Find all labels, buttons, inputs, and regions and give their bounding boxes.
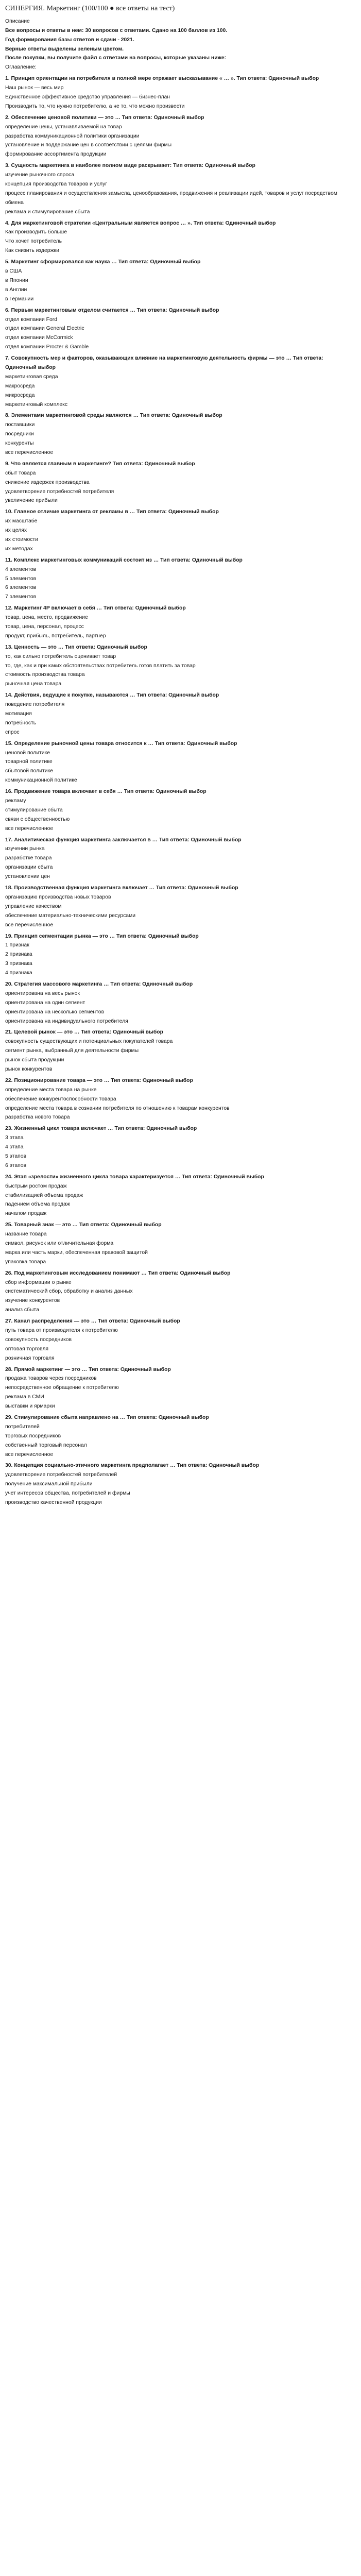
question-block — [5, 74, 348, 111]
question-text: 20. Стратегия массового маркетинга … Тип ответа: Одиночный выбор — [5, 981, 193, 987]
question-text: 13. Ценность — это … Тип ответа: Одиночный выбор — [5, 644, 147, 650]
answer-option: маркетинговая среда — [5, 374, 58, 380]
answer-option: поставщики — [5, 422, 35, 428]
question-text: 10. Главное отличие маркетинга от рекламы в … Тип ответа: Одиночный выбор — [5, 509, 219, 515]
answer-option: формирование ассортимента продукции — [5, 151, 107, 158]
question-list — [5, 74, 348, 1507]
answer-option: систематический сбор, обработку и анализ данных — [5, 1289, 133, 1295]
answer-option: ориентирована на весь рынок — [5, 990, 80, 996]
question-text: 3. Сущность маркетинга в наиболее полном виде раскрывает: Тип ответа: Одиночный выбор — [5, 163, 255, 169]
question-text: 7. Совокупность мер и факторов, оказывающих влияние на маркетинговую деятельность фирмы — это … Тип ответа: Одиночный выбор — [5, 355, 323, 370]
question-block — [5, 1365, 348, 1411]
answer-option: все перечисленное — [5, 825, 54, 832]
answer-option: 6 элементов — [5, 585, 37, 591]
intro-paragraph: Верные ответы выделены зеленым цветом. — [5, 46, 124, 52]
answer-option: совокупность посредников — [5, 1336, 72, 1343]
answer-option: 3 признака — [5, 961, 32, 967]
answer-option: то, где, как и при каких обстоятельствах потребитель готов платить за товар — [5, 663, 196, 669]
question-text: 1. Принцип ориентации на потребителя в полной мере отражает высказывание « … ». Тип ответа: Одиночный выбор — [5, 76, 319, 82]
answer-option: собственный торговый персонал — [5, 1442, 87, 1448]
question-block — [5, 306, 348, 352]
answer-option: установлении цен — [5, 874, 50, 880]
question-block — [5, 1317, 348, 1363]
answer-option: Производить то, что нужно потребителю, а не то, что можно произвести — [5, 103, 185, 109]
answer-option: 6 этапов — [5, 1162, 27, 1168]
answer-option: обеспечение материально-техническими ресурсами — [5, 912, 136, 919]
answer-option: управление качеством — [5, 903, 62, 909]
answer-option: их масштабе — [5, 518, 38, 524]
question-text: 17. Аналитическая функция маркетинга заключается в … Тип ответа: Одиночный выбор — [5, 837, 242, 843]
answer-option: Как снизить издержки — [5, 248, 59, 254]
answer-option: процесс планирования и осуществления замысла, ценообразования, продвижения и реализации идей, товаров и услуг посредством обмена — [5, 190, 337, 206]
question-block — [5, 411, 348, 457]
question-text: 29. Стимулирование сбыта направлено на … Тип ответа: Одиночный выбор — [5, 1415, 209, 1421]
answer-option: увеличение прибыли — [5, 498, 58, 504]
question-block — [5, 787, 348, 833]
answer-option: товар, цена, место, продвижение — [5, 615, 88, 621]
answer-option: микросреда — [5, 392, 35, 398]
question-block — [5, 354, 348, 409]
answer-option: разработка коммуникационной политики организации — [5, 133, 140, 139]
question-text: 23. Жизненный цикл товара включает … Тип ответа: Одиночный выбор — [5, 1126, 197, 1132]
answer-option: то, как сильно потребитель оценивает товар — [5, 653, 116, 659]
answer-option: получение максимальной прибыли — [5, 1481, 93, 1487]
answer-option: отдел компании Procter & Gamble — [5, 344, 89, 350]
answer-option: сегмент рынка, выбранный для деятельности фирмы — [5, 1048, 139, 1054]
answer-option: учет интересов общества, потребителей и фирмы — [5, 1490, 130, 1497]
answer-option: 4 этапа — [5, 1144, 24, 1150]
answer-option: марка или часть марки, обеспеченная правовой защитой — [5, 1249, 148, 1256]
question-block — [5, 691, 348, 737]
question-text: 11. Комплекс маркетинговых коммуникаций состоит из … Тип ответа: Одиночный выбор — [5, 557, 243, 563]
question-text: 8. Элементами маркетинговой среды являются … Тип ответа: Одиночный выбор — [5, 413, 222, 419]
answer-option: обеспечение конкурентоспособности товара — [5, 1096, 116, 1102]
answer-option: их стоимости — [5, 536, 38, 543]
answer-option: сбор информации о рынке — [5, 1279, 72, 1285]
answer-option: определение цены, устанавливаемой на товар — [5, 124, 122, 130]
question-text: 14. Действия, ведущие к покупке, называются … Тип ответа: Одиночный выбор — [5, 692, 219, 699]
answer-option: коммуникационной политике — [5, 777, 77, 784]
question-block — [5, 1413, 348, 1459]
answer-option: путь товара от производителя к потребителю — [5, 1328, 118, 1334]
answer-option: Что хочет потребитель — [5, 239, 62, 245]
answer-option: торговых посредников — [5, 1433, 61, 1439]
document-intro — [5, 17, 348, 72]
answer-option: рынок сбыта продукции — [5, 1057, 64, 1063]
answer-option: оптовая торговля — [5, 1346, 49, 1352]
answer-option: организацию производства новых товаров — [5, 894, 111, 900]
answer-option: продажа товаров через посредников — [5, 1376, 97, 1382]
answer-option: товар, цена, персонал, процесс — [5, 624, 84, 630]
answer-option: совокупность существующих и потенциальных покупателей товара — [5, 1039, 173, 1045]
question-text: 25. Товарный знак — это … Тип ответа: Одиночный выбор — [5, 1222, 162, 1228]
question-block — [5, 507, 348, 553]
question-text: 19. Принцип сегментации рынка — это … Тип ответа: Одиночный выбор — [5, 933, 199, 939]
answer-option: Наш рынок — весь мир — [5, 85, 64, 91]
answer-option: установление и поддержание цен в соответствии с целями фирмы — [5, 142, 172, 148]
question-text: 27. Канал распределения — это … Тип ответа: Одиночный выбор — [5, 1318, 180, 1325]
answer-option: удовлетворение потребностей потребителя — [5, 488, 114, 495]
question-text: 16. Продвижение товара включает в себя … Тип ответа: Одиночный выбор — [5, 789, 207, 795]
answer-option: 3 этапа — [5, 1135, 24, 1141]
answer-option: в Англии — [5, 286, 27, 293]
answer-option: конкуренты — [5, 440, 34, 447]
answer-option: организации сбыта — [5, 865, 53, 871]
question-block — [5, 932, 348, 978]
question-block — [5, 219, 348, 256]
question-block — [5, 1269, 348, 1315]
answer-option: определение места товара в сознании потребителя по отношению к товарам конкурентов — [5, 1105, 230, 1111]
answer-option: снижение издержек производства — [5, 479, 90, 485]
answer-option: 7 элементов — [5, 594, 37, 600]
answer-option: символ, рисунок или отличительная форма — [5, 1241, 114, 1246]
question-text: 5. Маркетинг сформировался как наука … Тип ответа: Одиночный выбор — [5, 259, 201, 265]
answer-option: упаковка товара — [5, 1259, 46, 1265]
intro-paragraph: После покупки, вы получите файл с ответами на вопросы, которые указаны ниже: — [5, 55, 227, 61]
question-block — [5, 604, 348, 641]
answer-option: рынок конкурентов — [5, 1066, 53, 1072]
answer-option: Как производить больше — [5, 229, 67, 235]
question-text: 2. Обеспечение ценовой политики — это … Тип ответа: Одиночный выбор — [5, 114, 204, 121]
answer-option: все перечисленное — [5, 1451, 54, 1458]
question-text: 15. Определение рыночной цены товара относится к … Тип ответа: Одиночный выбор — [5, 740, 237, 747]
intro-paragraph: Оглавление: — [5, 64, 37, 71]
question-text: 30. Концепция социально-этичного маркетинга предполагает … Тип ответа: Одиночный выбор — [5, 1463, 260, 1469]
question-block — [5, 258, 348, 303]
answer-option: потребность — [5, 720, 37, 726]
question-block — [5, 1173, 348, 1218]
answer-option: падением объема продаж — [5, 1201, 70, 1208]
answer-option: их целях — [5, 528, 27, 534]
question-text: 4. Для маркетинговой стратегии «Центральным является вопрос … ». Тип ответа: Одиночный выбор — [5, 220, 276, 226]
answer-option: началом продаж — [5, 1211, 47, 1217]
answer-option: разработка нового товара — [5, 1114, 70, 1121]
answer-option: продукт, прибыль, потребитель, партнер — [5, 633, 106, 639]
question-block — [5, 739, 348, 785]
answer-option: все перечисленное — [5, 922, 54, 928]
answer-option: сбыт товара — [5, 470, 36, 476]
answer-option: макросреда — [5, 383, 35, 389]
answer-option: анализ сбыта — [5, 1307, 39, 1313]
question-text: 24. Этап «зрелости» жизненного цикла товара характеризуется … Тип ответа: Одиночный выбор — [5, 1174, 264, 1180]
answer-option: разработке товара — [5, 855, 52, 861]
answer-option: потребителей — [5, 1423, 40, 1430]
answer-option: ориентирована на несколько сегментов — [5, 1009, 105, 1015]
question-block — [5, 113, 348, 159]
question-text: 6. Первым маркетинговым отделом считается … Тип ответа: Одиночный выбор — [5, 307, 219, 313]
answer-option: товарной политике — [5, 759, 53, 765]
answer-option: Единственное эффективное средство управления — бизнес-план — [5, 94, 170, 100]
question-block — [5, 884, 348, 929]
question-block — [5, 460, 348, 505]
question-text: 9. Что является главным в маркетинге? Тип ответа: Одиночный выбор — [5, 461, 195, 467]
question-text: 21. Целевой рынок — это … Тип ответа: Одиночный выбор — [5, 1029, 163, 1036]
answer-option: поведение потребителя — [5, 702, 65, 708]
answer-option: изучение рыночного спроса — [5, 172, 75, 178]
question-text: 18. Производственная функция маркетинга включает … Тип ответа: Одиночный выбор — [5, 885, 238, 891]
intro-paragraph: Описание — [5, 18, 30, 24]
answer-option: стимулирование сбыта — [5, 807, 63, 813]
answer-option: стабилизацией объема продаж — [5, 1192, 83, 1198]
answer-option: рыночная цена товара — [5, 681, 62, 687]
intro-paragraph: Все вопросы и ответы в нем: 30 вопросов с ответами. Сдано на 100 баллов из 100. — [5, 27, 228, 33]
answer-option: производство качественной продукции — [5, 1500, 102, 1506]
answer-option: рекламу — [5, 798, 26, 804]
answer-option: реклама в СМИ — [5, 1394, 44, 1400]
answer-option: определение места товара на рынке — [5, 1087, 97, 1093]
answer-option: отдел компании McCormick — [5, 335, 73, 341]
answer-option: маркетинговый комплекс — [5, 401, 68, 408]
answer-option: реклама и стимулирование сбыта — [5, 209, 90, 215]
question-block — [5, 1221, 348, 1266]
answer-option: стоимость производства товара — [5, 672, 85, 678]
answer-option: выставки и ярмарки — [5, 1403, 55, 1410]
answer-option: сбытовой политике — [5, 768, 53, 774]
question-block — [5, 1076, 348, 1122]
intro-paragraph: Год формирования базы ответов и сдачи - 2021. — [5, 37, 134, 43]
answer-option: в Японии — [5, 277, 28, 283]
answer-option: быстрым ростом продаж — [5, 1183, 67, 1189]
question-text: 12. Маркетинг 4P включает в себя … Тип ответа: Одиночный выбор — [5, 605, 186, 612]
answer-option: концепция производства товаров и услуг — [5, 181, 108, 188]
question-block — [5, 980, 348, 1026]
question-text: 26. Под маркетинговым исследованием понимают … Тип ответа: Одиночный выбор — [5, 1270, 231, 1276]
document-title: СИНЕРГИЯ. Маркетинг (100/100 ● все ответы на тест) — [5, 5, 175, 12]
answer-option: ориентирована на один сегмент — [5, 999, 85, 1006]
answer-option: непосредственное обращение к потребителю — [5, 1385, 119, 1391]
answer-option: удовлетворение потребностей потребителей — [5, 1472, 117, 1478]
question-text: 22. Позиционирование товара — это … Тип ответа: Одиночный выбор — [5, 1077, 193, 1083]
question-block — [5, 1028, 348, 1074]
question-block — [5, 556, 348, 602]
question-text: 28. Прямой маркетинг — это … Тип ответа: Одиночный выбор — [5, 1366, 171, 1372]
answer-option: 4 элементов — [5, 566, 37, 572]
answer-option: связи с общественностью — [5, 816, 70, 822]
answer-option: их методах — [5, 546, 33, 552]
answer-option: посредники — [5, 431, 34, 437]
answer-option: 2 признака — [5, 952, 32, 958]
answer-option: изучение конкурентов — [5, 1298, 60, 1304]
answer-option: ориентирована на индивидуального потребителя — [5, 1018, 128, 1024]
answer-option: все перечисленное — [5, 449, 54, 455]
answer-option: 5 элементов — [5, 575, 37, 582]
question-block — [5, 1461, 348, 1507]
answer-option: в США — [5, 268, 22, 275]
answer-option: мотивация — [5, 711, 32, 717]
answer-option: розничная торговля — [5, 1355, 55, 1361]
answer-option: 4 признака — [5, 970, 32, 976]
question-block — [5, 1124, 348, 1170]
answer-option: 1 признак — [5, 942, 29, 948]
answer-option: название товара — [5, 1231, 47, 1238]
answer-option: ценовой политике — [5, 750, 50, 756]
answer-option: 5 этапов — [5, 1153, 27, 1159]
answer-option: в Германии — [5, 296, 34, 302]
answer-option: отдел компании Ford — [5, 316, 57, 323]
answer-option: изучении рынка — [5, 846, 45, 852]
answer-option: спрос — [5, 729, 20, 735]
question-block — [5, 643, 348, 689]
answer-option: отдел компании General Electric — [5, 326, 84, 332]
question-block — [5, 161, 348, 216]
question-block — [5, 836, 348, 882]
